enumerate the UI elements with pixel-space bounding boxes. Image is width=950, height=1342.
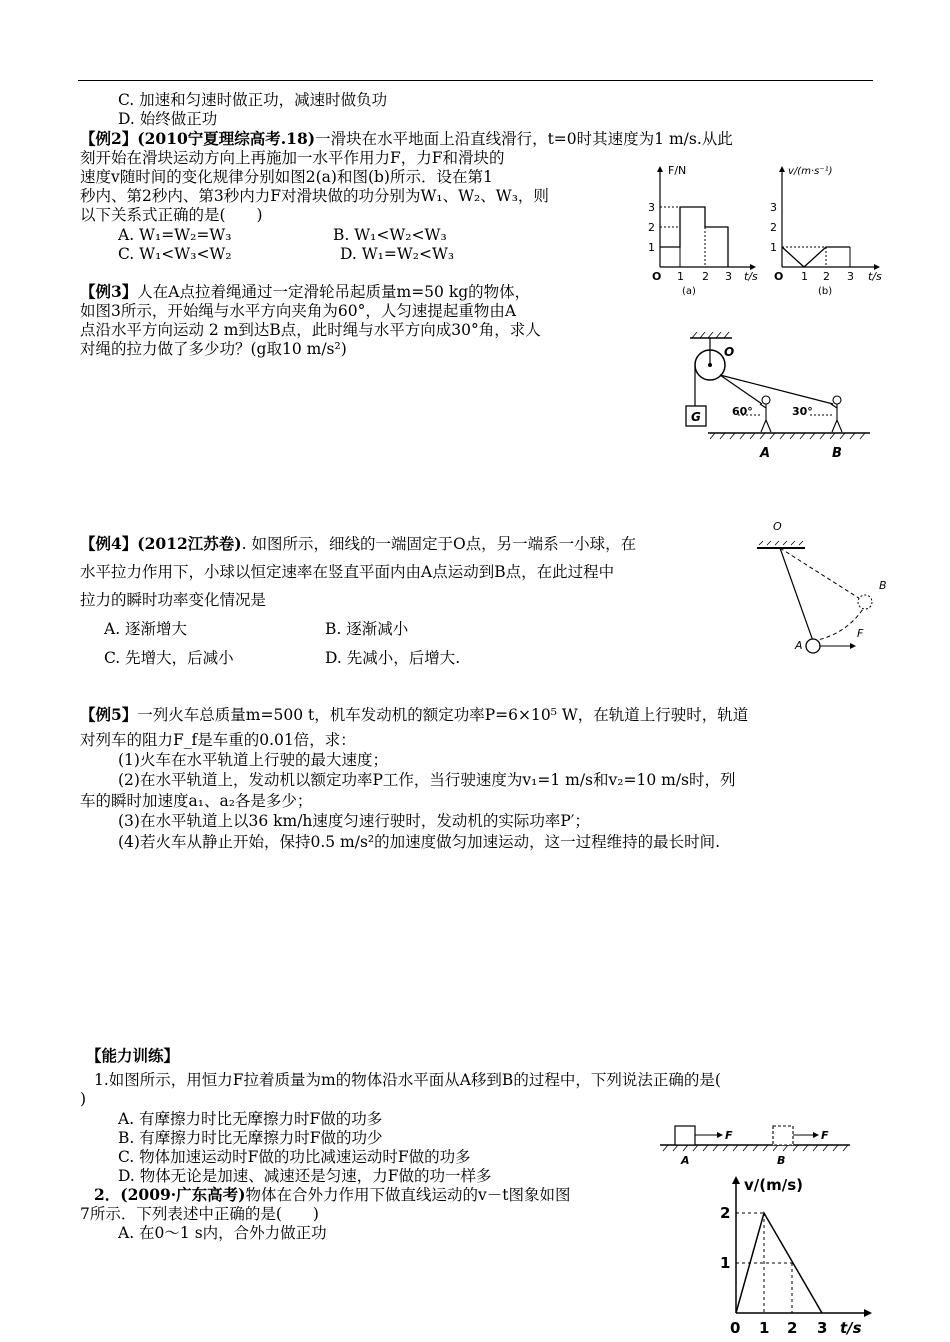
ex2-option-d: D. W₁=W₂<W₃	[340, 245, 455, 263]
xtick-1: 1	[677, 270, 684, 283]
ex3-first-line	[80, 282, 530, 302]
ex2-line-5: 以下关系式正确的是( )	[80, 206, 263, 224]
ex2-line-3: 速度v随时间的变化规律分别如图2(a)和图(b)所示．设在第1	[80, 168, 493, 186]
arrow-x-icon	[864, 1309, 872, 1317]
ex4-line-3: 拉力的瞬时功率变化情况是	[80, 591, 267, 609]
label-f: F	[857, 627, 864, 640]
label-b: B	[832, 446, 842, 461]
ytick-2: 2	[770, 221, 777, 234]
q1-line-2: )	[80, 1090, 87, 1108]
person-a	[760, 396, 771, 432]
ex2-tag: 【例2】	[80, 129, 138, 148]
ground-hatch	[710, 433, 865, 439]
xtick-2: 2	[823, 270, 830, 283]
ex5-line-2: 对列车的阻力F_f是车重的0.01倍，求：	[80, 731, 356, 749]
xlabel: t/s	[744, 270, 758, 283]
prev-option-d: D. 始终做正功	[118, 110, 218, 128]
label-b: B	[777, 1154, 786, 1167]
ex5-item-4: (4)若火车从静止开始，保持0.5 m/s²的加速度做匀加速运动，这一过程维持的最长时间.	[118, 833, 721, 851]
label-f2: F	[821, 1129, 829, 1142]
caption: (b)	[818, 286, 833, 297]
string	[780, 548, 813, 641]
arrow-y-icon	[657, 166, 663, 172]
ex3-line-4: 对绳的拉力做了多少功？(g取10 m/s²)	[80, 340, 347, 358]
q1-option-a: A. 有摩擦力时比无摩擦力时F做的功多	[118, 1110, 383, 1128]
ex2-figure-a	[640, 160, 760, 300]
ex3-pulley-figure	[680, 330, 880, 465]
q2-first-line	[94, 1185, 571, 1205]
ceiling-hatch	[759, 541, 803, 545]
block-b	[773, 1126, 793, 1145]
q2-line-2: 7所示．下列表述中正确的是( )	[80, 1205, 319, 1223]
ex4-option-d: D. 先减小，后增大.	[325, 649, 461, 667]
ex3-line-2: 如图3所示，开始绳与水平方向夹角为60°，人匀速提起重物由A	[80, 302, 517, 320]
ex2-option-a: A. W₁=W₂=W₃	[118, 226, 232, 244]
string-dashed	[780, 548, 865, 602]
arrow-icon	[850, 643, 856, 649]
ex2-source: (2010宁夏理综高考.18)	[137, 129, 316, 148]
xlabel: t/s	[868, 270, 882, 283]
xtick-o: O	[774, 270, 784, 283]
xtick-3: 3	[725, 270, 732, 283]
label-b: B	[879, 579, 887, 592]
arrow-y-icon	[732, 1176, 740, 1184]
ex5-item-2: (2)在水平轨道上，发动机以额定功率P工作，当行驶速度为v₁=1 m/s和v₂=10 m/s时，列	[118, 771, 736, 789]
ex4-option-a: A. 逐渐增大	[104, 620, 188, 638]
ex4-source: (2012江苏卷)	[137, 534, 242, 553]
ex5-line-1: 一列火车总质量m=500 t，机车发动机的额定功率P=6×10⁵ W，在轨道上行驶时，轨道	[137, 706, 749, 724]
xtick-1: 1	[801, 270, 808, 283]
ytick-1: 1	[648, 241, 655, 254]
ex2-figure-b	[762, 160, 894, 300]
ex5-item-1: (1)火车在水平轨道上行驶的最大速度；	[118, 751, 388, 769]
ex2-first-line	[80, 129, 733, 149]
ex4-option-c: C. 先增大，后减小	[104, 649, 234, 667]
q1-line-1: 1.如图所示，用恒力F拉着质量为m的物体沿水平面从A移到B的过程中，下列说法正确的是(	[94, 1071, 721, 1089]
q2-vt-figure	[712, 1170, 880, 1340]
ex5-tag: 【例5】	[80, 705, 138, 724]
q2-num: 2．	[94, 1185, 121, 1204]
rope-to-a	[720, 375, 762, 404]
ex3-tag: 【例3】	[80, 282, 138, 301]
ex2-option-b: B. W₁<W₂<W₃	[333, 226, 447, 244]
ball-b	[858, 595, 872, 609]
prev-option-c: C. 加速和匀速时做正功，减速时做负功	[118, 91, 388, 109]
ex2-line-1: 一滑块在水平地面上沿直线滑行，t=0时其速度为1 m/s.从此	[315, 130, 733, 148]
label-g: G	[691, 410, 701, 424]
rope-to-b	[720, 375, 833, 404]
xtick-3: 3	[847, 270, 854, 283]
ex5-first-line	[80, 705, 748, 725]
velocity-line	[782, 247, 850, 267]
xtick-1: 1	[759, 1319, 770, 1337]
caption: (a)	[682, 286, 696, 297]
q1-option-d: D. 物体无论是加速、减速还是匀速，力F做的功一样多	[118, 1167, 492, 1185]
xtick-2: 2	[702, 270, 709, 283]
top-rule	[78, 80, 873, 81]
q2-line-1: 物体在合外力作用下做直线运动的v－t图象如图	[245, 1186, 571, 1204]
xtick-o: O	[652, 270, 662, 283]
arrow-y-icon	[779, 166, 785, 172]
q1-option-b: B. 有摩擦力时比无摩擦力时F做的功少	[118, 1129, 383, 1147]
ball-a	[806, 639, 820, 653]
ytick-2: 2	[648, 221, 655, 234]
q1-block-figure	[655, 1118, 855, 1168]
label-a: A	[681, 1154, 690, 1167]
angle-30: 30°	[792, 405, 813, 418]
ex4-first-line	[80, 534, 636, 554]
label-o: O	[773, 520, 782, 533]
training-heading: 【能力训练】	[86, 1046, 180, 1065]
angle-60: 60°	[732, 405, 753, 418]
ylabel: F/N	[668, 164, 687, 177]
ex3-line-1: 人在A点拉着绳通过一定滑轮吊起质量m=50 kg的物体，	[137, 283, 531, 301]
person-b	[831, 396, 842, 432]
label-a: A	[760, 446, 771, 461]
arrow-icon	[717, 1132, 723, 1138]
ceiling-hatch	[692, 332, 729, 338]
ex3-line-3: 点沿水平方向运动 2 m到达B点，此时绳与水平方向成30°角，求人	[80, 321, 541, 339]
pulley-axle	[708, 363, 712, 367]
ytick-3: 3	[648, 201, 655, 214]
ylabel: v/(m/s)	[744, 1176, 804, 1194]
xtick-2: 2	[787, 1319, 798, 1337]
block-a	[675, 1126, 695, 1145]
ex4-line-1: . 如图所示，细线的一端固定于O点，另一端系一小球，在	[241, 535, 637, 553]
q1-option-c: C. 物体加速运动时F做的功比减速运动时F做的功多	[118, 1148, 471, 1166]
arc-path	[813, 609, 863, 641]
xtick-0: 0	[730, 1319, 741, 1337]
ex5-item-2-cont: 车的瞬时加速度a₁、a₂各是多少；	[80, 792, 313, 810]
label-f1: F	[725, 1129, 733, 1142]
q2-option-a: A. 在0～1 s内，合外力做正功	[118, 1224, 327, 1242]
xtick-3: 3	[817, 1319, 828, 1337]
ylabel: v/(m·s⁻¹)	[788, 166, 833, 177]
label-a: A	[795, 639, 803, 652]
arrow-icon	[813, 1132, 819, 1138]
ex5-item-3: (3)在水平轨道上以36 km/h速度匀速行驶时，发动机的实际功率P′；	[118, 812, 590, 830]
ex4-option-b: B. 逐渐减小	[325, 620, 409, 638]
ytick-2: 2	[720, 1204, 731, 1222]
q2-source: (2009·广东高考)	[120, 1185, 246, 1204]
xlabel: t/s	[840, 1319, 862, 1337]
ex4-tag: 【例4】	[80, 534, 138, 553]
ex2-option-c: C. W₁<W₃<W₂	[118, 245, 232, 263]
ytick-3: 3	[770, 201, 777, 214]
ex2-line-2: 刻开始在滑块运动方向上再施加一水平作用力F，力F和滑块的	[80, 149, 505, 167]
ground-hatch	[663, 1145, 848, 1151]
ytick-1: 1	[770, 241, 777, 254]
label-o: O	[724, 345, 735, 359]
ex4-pendulum-figure	[755, 515, 895, 665]
ex2-line-4: 秒内、第2秒内、第3秒内力F对滑块做的功分别为W₁、W₂、W₃，则	[80, 187, 549, 205]
force-step-line	[660, 207, 728, 267]
ex4-line-2: 水平拉力作用下，小球以恒定速率在竖直平面内由A点运动到B点，在此过程中	[80, 563, 615, 581]
ytick-1: 1	[720, 1254, 731, 1272]
